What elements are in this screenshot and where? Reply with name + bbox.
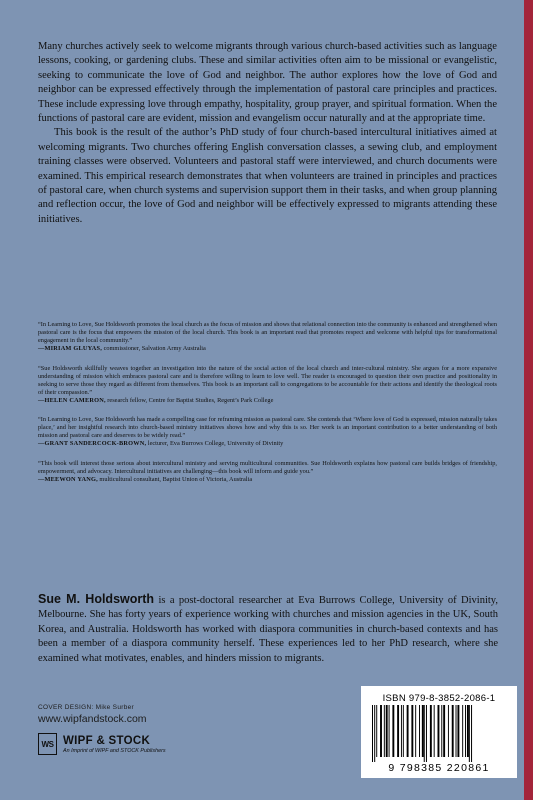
book-description: [38, 40, 497, 227]
description-paragraph-1: Many churches actively seek to welcome migrants through various church-based activities such as language lessons, cooking, or gardening clubs. These and similar activities often aim to be missional or evangelistic, seeking to communicate the love of God and neighbor. The author explores how the love of God and neighbor can be expressed effectively through the implementation of pastoral care principles and practices. These include expressing love through empathy, hospitality, group prayer, and spiritual formation. When the functions of pastoral care are evident, mission and evangelism occur naturally and at the appropriate time.: [38, 41, 497, 125]
publisher-name: WIPF & STOCK: [63, 734, 151, 747]
endorsement-attribution: [38, 397, 497, 405]
publisher-logo-text: [63, 735, 166, 754]
isbn-label: ISBN 979-8-3852-2086-1: [382, 693, 496, 704]
endorser-name: —HELEN CAMERON,: [38, 396, 106, 404]
endorsement-quote: “Sue Holdsworth skillfully weaves together an investigation into the nature of the social action of the local church and inter-cultural ministry. She argues for a more expansive understanding of mission which embraces pastoral care and is therefore willing to learn to love well. The reader is encouraged to question their own practice and positionality in seeking to serve those they regard as different from themselves. This book is an important call to congregations to be accountable for their actions and identify the theological roots of their compassion.”: [38, 364, 497, 396]
endorsement-quote: “In Learning to Love, Sue Holdsworth has made a compelling case for reframing mission as pastoral care. She contends that ‘Where love of God is expressed, mission naturally takes place,’ and her insightful research into church-based ministry initiatives shows how and why this is so. Her work is an important contribution to a better understanding of both mission and pastoral care and deserves to be widely read.”: [38, 416, 498, 439]
endorsement: [38, 321, 497, 353]
author-bio: [38, 592, 498, 666]
endorsement-attribution: [38, 440, 497, 448]
endorsement-quote: “In Learning to Love, Sue Holdsworth promotes the local church as the focus of mission and shows that relational connection into the community is enhanced and strengthened when pastoral care is the focus that empowers the mission of the local church. This book is an important read that promotes respect and welcome with helpful tips for transformational engagement in the local community.”: [38, 321, 497, 344]
endorsements: [38, 321, 497, 495]
description-paragraph-2: This book is the result of the author’s PhD study of four church-based intercultural initiatives aimed at welcoming migrants. Two churches offering English conversation classes, a sewing club, and employment training classes were observed. Volunteers and pastoral staff were interviewed, and church documents were examined. This empirical research demonstrates that when volunteers are trained in principles and practices of pastoral care, when church systems and supervision support them in their tasks, and when group planning and reflection occur, the love of God and neighbor will be effectively expressed to migrants attending these initiatives.: [38, 127, 497, 225]
credits: [38, 704, 147, 725]
author-name: Sue M. Holdsworth: [38, 592, 155, 606]
endorsement: [38, 460, 497, 484]
endorser-role: commissioner, Salvation Army Australia: [102, 345, 206, 352]
endorser-name: —MEEWON YANG,: [38, 475, 98, 483]
endorsement-quote: “This book will interest those serious about intercultural ministry and serving multicultural communities. Sue Holdsworth explains how pastoral care builds bridges of friendship, empowerment, and advocacy. Intercultural initiatives are challenging—this book will inform and guide you.”: [38, 459, 497, 475]
publisher-tagline: An Imprint of WIPF and STOCK Publishers: [63, 747, 166, 754]
publisher-url: www.wipfandstock.com: [38, 713, 147, 725]
endorser-role: multicultural consultant, Baptist Union of Victoria, Australia: [97, 475, 253, 483]
endorser-role: research fellow, Centre for Baptist Studies, Regent’s Park College: [105, 396, 274, 404]
barcode-block: [361, 686, 517, 778]
endorsement: [38, 416, 497, 448]
endorsement-attribution: [38, 345, 497, 353]
endorser-name: —MIRIAM GLUYAS,: [38, 345, 102, 352]
publisher-mark-icon: WS: [38, 733, 57, 755]
endorsement: [38, 365, 497, 405]
publisher-logo: [38, 733, 166, 755]
cover-design-credit: COVER DESIGN: Mike Surber: [38, 704, 134, 711]
barcode-icon: [370, 705, 508, 762]
endorser-name: —GRANT SANDERCOCK-BROWN,: [38, 440, 147, 447]
endorser-role: lecturer, Eva Burrows College, University of Divinity: [146, 440, 284, 447]
author-bio-text: is a post-doctoral researcher at Eva Burrows College, University of Divinity, Melbourne. She has forty years of experience working with churches and mission agencies in the UK, South Korea, and Australia. Holdsworth has worked with diaspora communities in church-based contexts and has been a member of a diaspora community herself. These experiences led to her PhD research, where she examined what motivates, enables, and hinders mission to migrants.: [38, 595, 498, 664]
spine-edge: [524, 0, 533, 800]
endorsement-attribution: [38, 476, 497, 484]
barcode-digits: 9 798385 220861: [388, 762, 490, 774]
